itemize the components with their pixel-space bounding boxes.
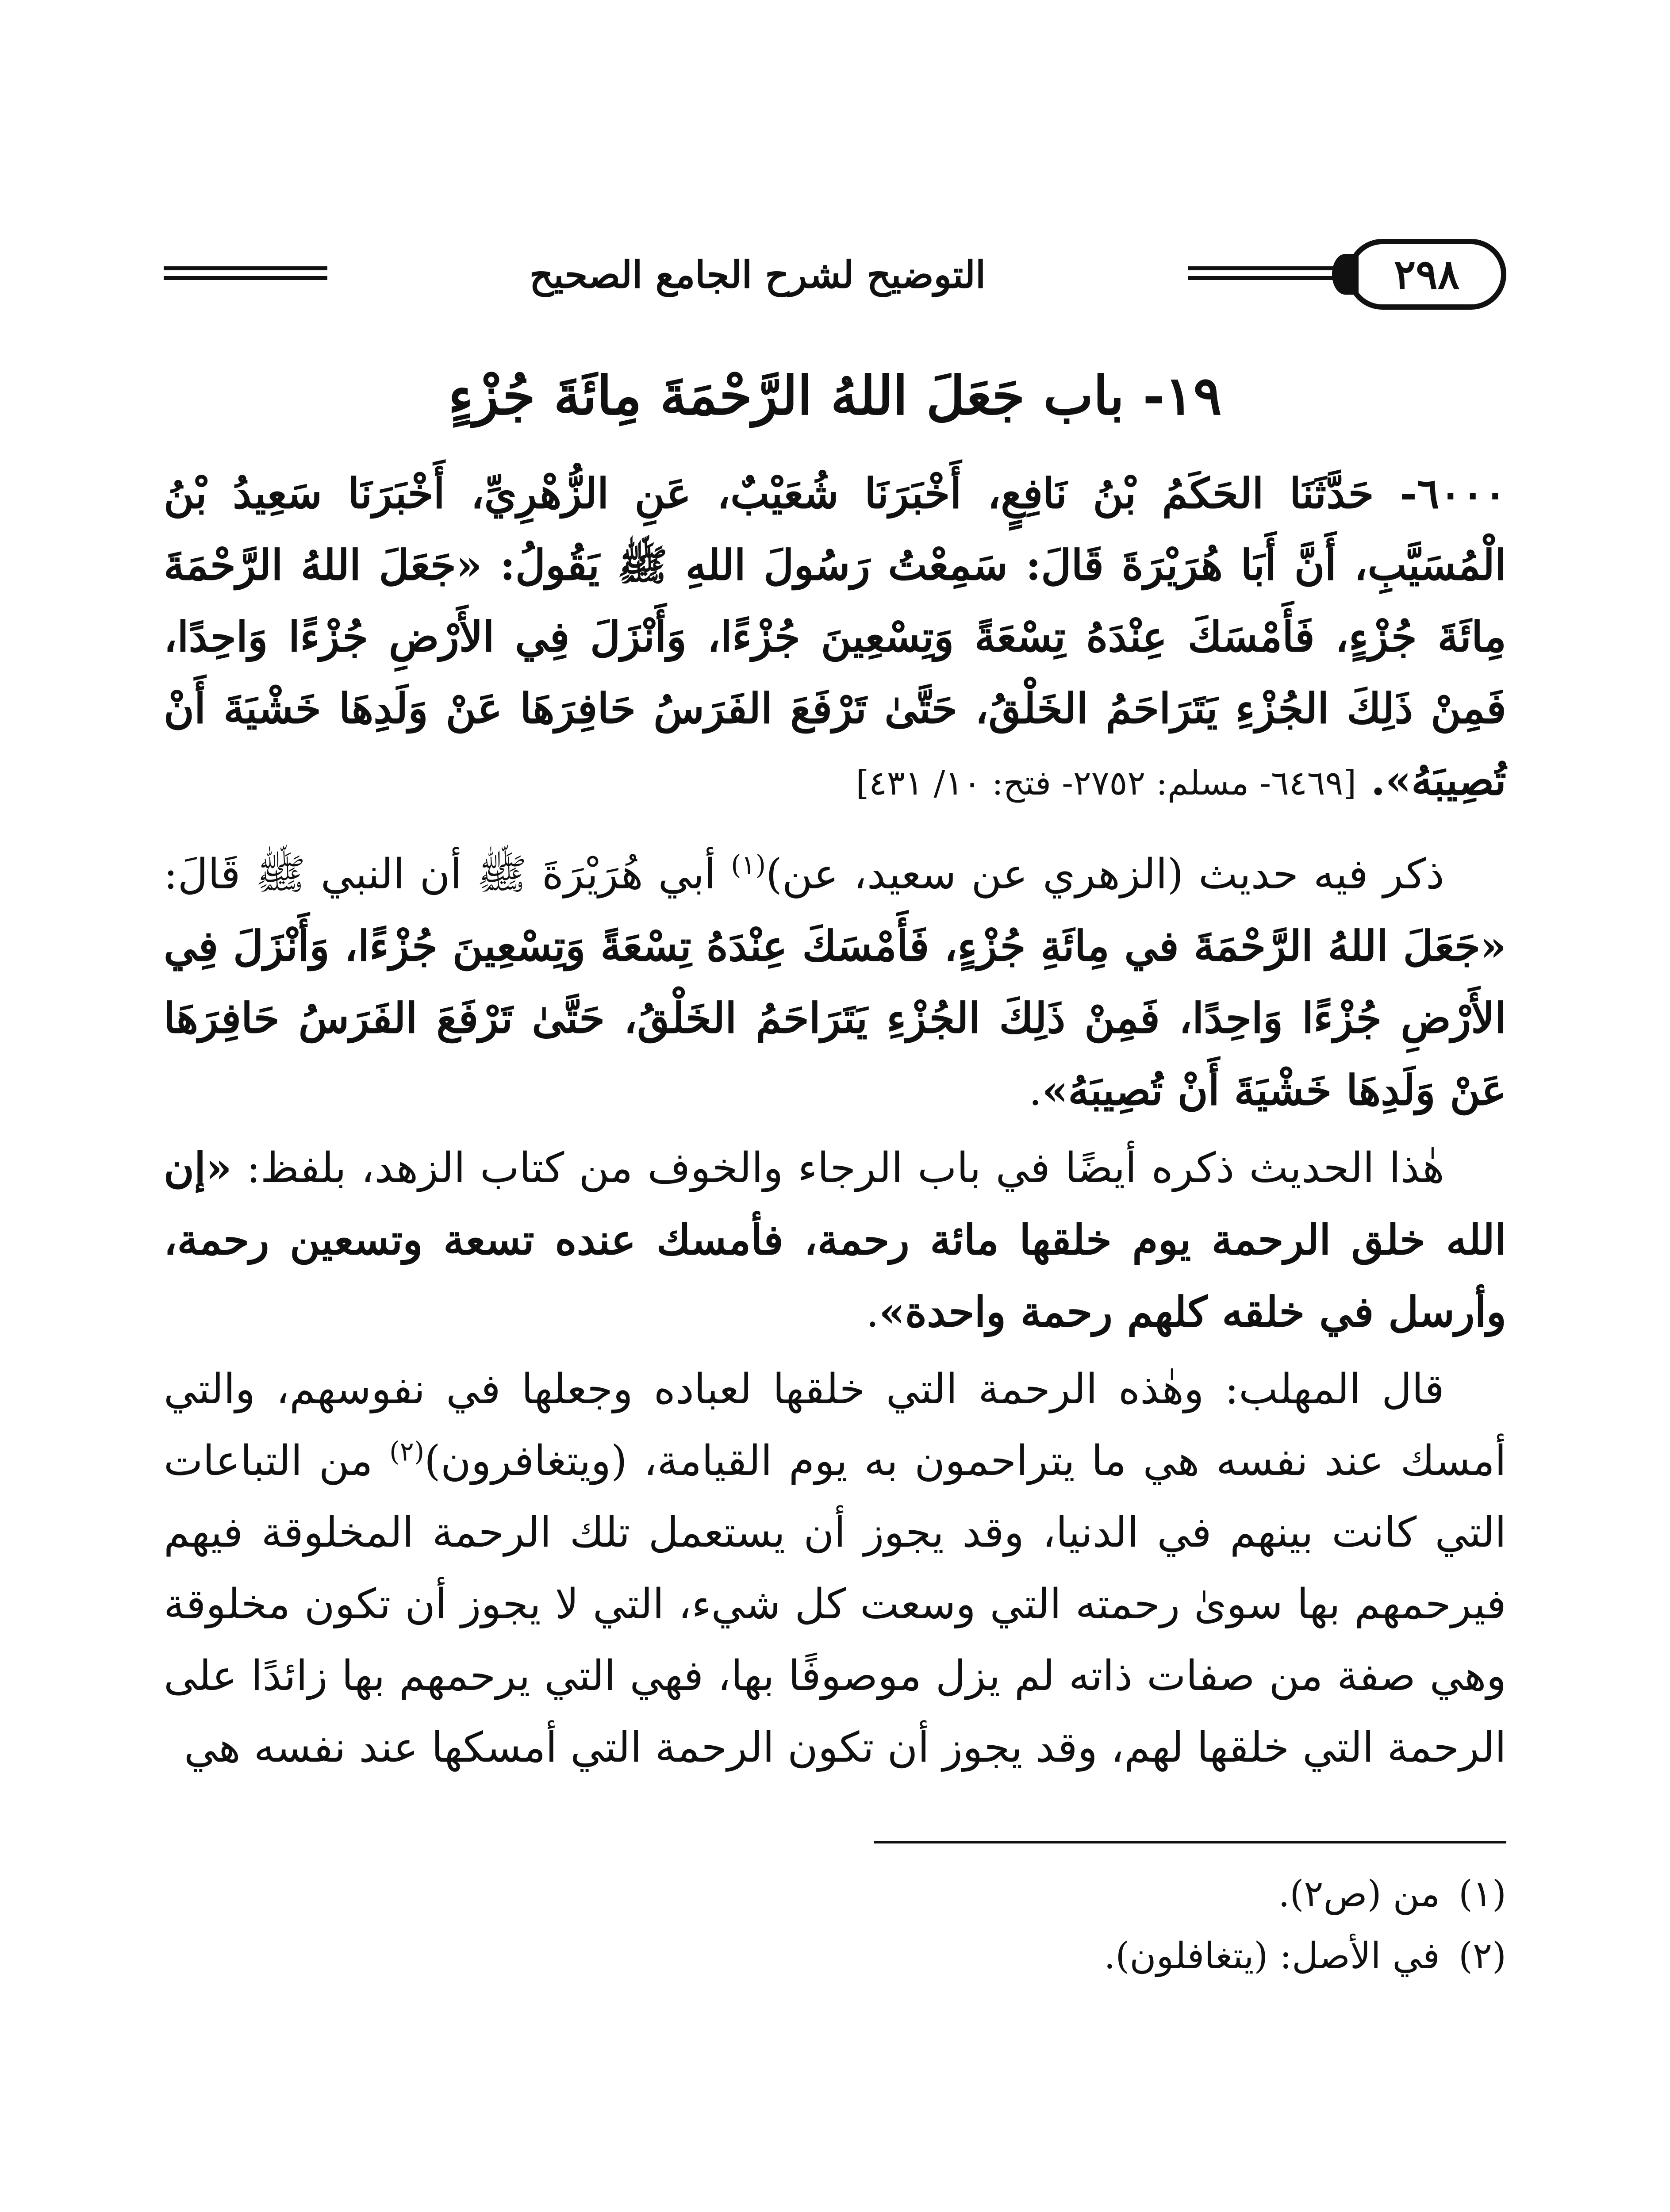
paragraph-text: من التباعات التي كانت بينهم في الدنيا، وقد يجوز أن يستعمل تلك الرحمة المخلوقة فيهم فيرحمهم بها سوىٰ رحمته التي وسعت كل شيء، التي لا يجوز أن تكون مخلوقة وهي صفة من صفات ذاته لم يزل موصوفًا بها، فهي التي يرحمهم بها زائدًا على الرحمة التي خلقها لهم، وقد يجوز أن تكون الرحمة التي أمسكها عند نفسه هي: [164, 1437, 1507, 1772]
running-header: [164, 230, 1506, 319]
paragraph-text: أبي هُرَيْرَةَ ﷺ أن النبي ﷺ قَالَ:: [164, 850, 731, 899]
header-ornament-rule: [164, 266, 327, 282]
hadith-quote: «إن الله خلق الرحمة يوم خلقها مائة رحمة، فأمسك عنده تسعة وتسعين رحمة، وأرسل في خلقه كلهم رحمة واحدة»: [164, 1144, 1506, 1336]
paragraph-text: هٰذا الحديث ذكره أيضًا في باب الرجاء والخوف من كتاب الزهد، بلفظ:: [231, 1144, 1444, 1192]
footnote-number: (١): [1458, 1873, 1506, 1915]
footnote: [164, 1925, 1506, 1987]
commentary-paragraph: [164, 839, 1506, 1127]
paragraph-text: .: [1029, 1067, 1042, 1115]
footnote-marker[interactable]: (١): [731, 849, 766, 881]
chapter-heading: ١٩- باب جَعَلَ اللهُ الرَّحْمَةَ مِائَةَ جُزْءٍ: [448, 365, 1222, 427]
footnote-text: في الأصل: (يتغافلون).: [1104, 1935, 1440, 1977]
commentary-paragraph: [164, 1354, 1506, 1784]
commentary-paragraph: [164, 1132, 1506, 1348]
paragraph-text: .: [866, 1288, 879, 1336]
hadith-sources: [٦٤٦٩- مسلم: ٢٧٥٢- فتح: ١٠/ ٤٣١]: [856, 763, 1356, 803]
book-title: التوضيح لشرح الجامع الصحيح: [529, 253, 986, 296]
paragraph-text: ذكر فيه حديث (الزهري عن سعيد، عن): [766, 850, 1444, 899]
footnote: [164, 1863, 1506, 1925]
footnote-text: من (ص٢).: [1278, 1873, 1440, 1915]
footnote-divider: [874, 1841, 1506, 1843]
footnote-number: (٢): [1458, 1935, 1506, 1977]
hadith-text: [164, 458, 1506, 819]
header-ornament-rule: [1188, 266, 1347, 282]
hadith-quote: «جَعَلَ اللهُ الرَّحْمَةَ في مِائَةِ جُزْءٍ، فَأَمْسَكَ عِنْدَهُ تِسْعَةً وَتِسْعِينَ جُزْءًا، وَأَنْزَلَ فِي الأَرْضِ جُزْءًا وَاحِدًا، فَمِنْ ذَلِكَ الجُزْءِ يَتَرَاحَمُ الخَلْقُ، حَتَّىٰ تَرْفَعَ الفَرَسُ حَافِرَهَا عَنْ وَلَدِهَا خَشْيَةَ أَنْ تُصِيبَهُ»: [164, 922, 1506, 1115]
page-number: ٢٩٨: [1394, 250, 1460, 298]
paragraph-text: قال المهلب: وهٰذه الرحمة التي خلقها لعباده وجعلها في نفوسهم، والتي أمسك عند نفسه هي ما يتراحمون به يوم القيامة، (ويتغافرون): [164, 1365, 1507, 1485]
footnote-marker[interactable]: (٢): [389, 1436, 425, 1467]
book-page: [164, 230, 1506, 1987]
page-number-badge: [1347, 239, 1506, 310]
hadith-body: ٦٠٠٠- حَدَّثَنَا الحَكَمُ بْنُ نَافِعٍ، أَخْبَرَنَا شُعَيْبٌ، عَنِ الزُّهْرِيِّ، أَخْبَرَنَا سَعِيدُ بْنُ الْمُسَيَّبِ، أَنَّ أَبَا هُرَيْرَةَ قَالَ: سَمِعْتُ رَسُولَ اللهِ ﷺ يَقُولُ: «جَعَلَ اللهُ الرَّحْمَةَ مِائَةَ جُزْءٍ، فَأَمْسَكَ عِنْدَهُ تِسْعَةً وَتِسْعِينَ جُزْءًا، وَأَنْزَلَ فِي الأَرْضِ جُزْءًا وَاحِدًا، فَمِنْ ذَلِكَ الجُزْءِ يَتَرَاحَمُ الخَلْقُ، حَتَّىٰ تَرْفَعَ الفَرَسُ حَافِرَهَا عَنْ وَلَدِهَا خَشْيَةَ أَنْ تُصِيبَهُ».: [164, 469, 1506, 805]
